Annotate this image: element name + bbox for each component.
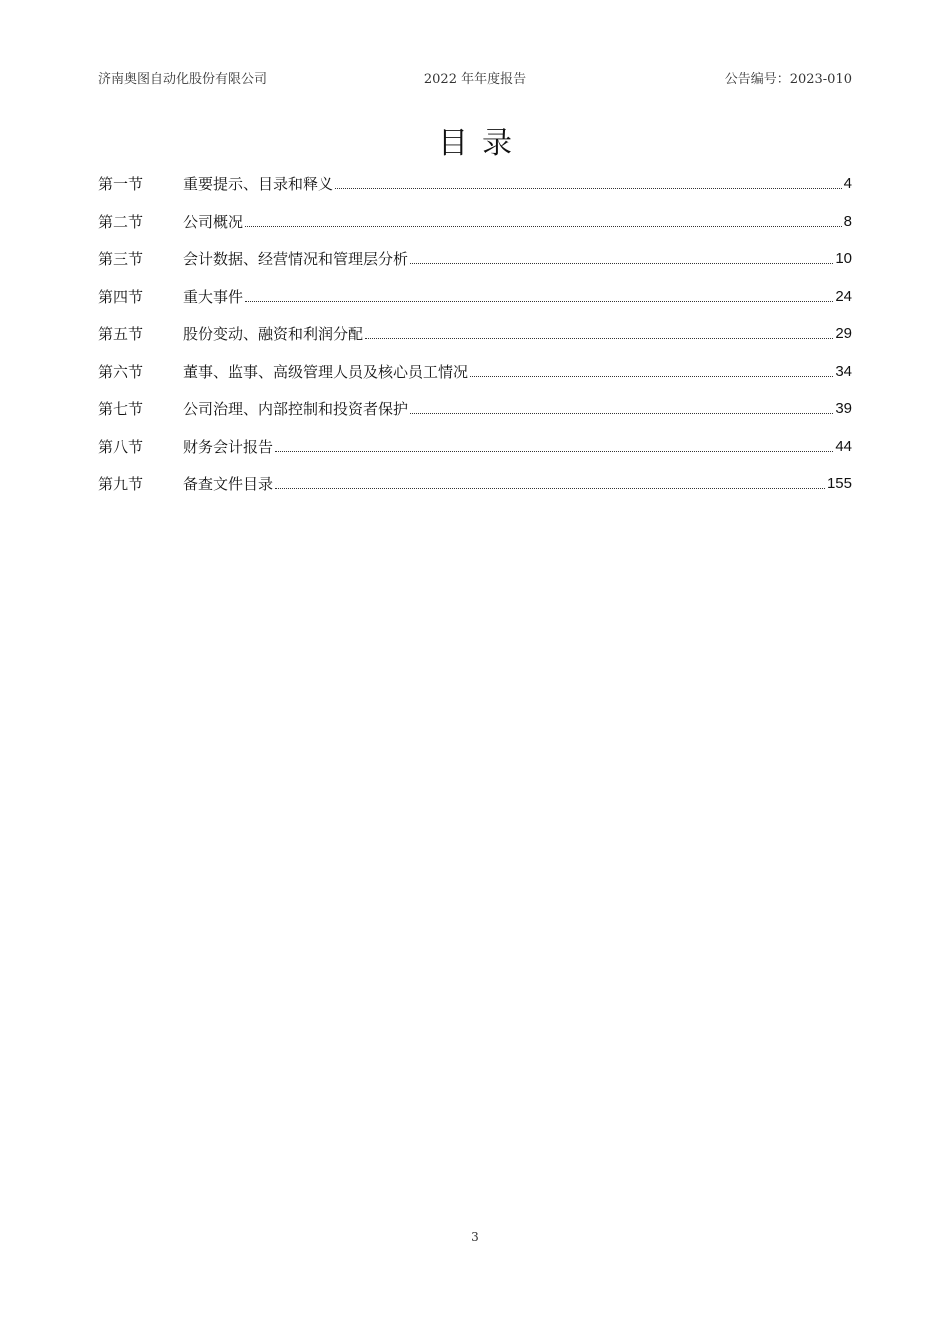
toc-page-number: 4: [843, 175, 852, 192]
toc-entry[interactable]: [98, 323, 852, 361]
toc-entry[interactable]: [98, 211, 852, 249]
toc-entry[interactable]: [98, 361, 852, 399]
toc-page-number: 24: [835, 287, 852, 305]
toc-section-title: 股份变动、融资和利润分配: [183, 325, 364, 343]
toc-entry[interactable]: [98, 173, 852, 211]
toc-page-number: 34: [835, 362, 852, 380]
toc-entry[interactable]: [98, 398, 852, 436]
toc-page-number: 155: [826, 475, 852, 492]
table-of-contents: [98, 173, 852, 511]
report-title: 2022 年年度报告: [423, 72, 527, 87]
toc-page-number: 29: [835, 325, 852, 342]
toc-entry[interactable]: [98, 473, 852, 511]
dot-leader: [245, 286, 833, 302]
dot-leader: [470, 361, 833, 377]
toc-section-title: 重要提示、目录和释义: [183, 175, 334, 193]
dot-leader: [410, 398, 833, 414]
company-name: 济南奥图自动化股份有限公司: [98, 72, 268, 87]
dot-leader: [365, 323, 833, 339]
toc-section-title: 公司概况: [183, 212, 244, 231]
toc-entry[interactable]: [98, 436, 852, 474]
toc-section-number: 第二节: [98, 212, 144, 231]
announcement-number: 公告编号：2023-010: [724, 72, 852, 87]
toc-section-title: 会计数据、经营情况和管理层分析: [183, 250, 409, 268]
toc-entry[interactable]: [98, 286, 852, 324]
toc-page-number: 44: [835, 437, 852, 455]
page-title: 目录: [438, 126, 526, 161]
toc-section-title: 备查文件目录: [183, 475, 274, 493]
toc-section-number: 第六节: [98, 362, 144, 381]
toc-section-number: 第一节: [98, 175, 144, 193]
toc-page-number: 8: [843, 212, 852, 230]
toc-section-title: 董事、监事、高级管理人员及核心员工情况: [183, 362, 469, 381]
dot-leader: [245, 211, 842, 227]
toc-page-number: 39: [835, 400, 852, 417]
toc-page-number: 10: [835, 250, 852, 267]
toc-section-number: 第八节: [98, 437, 144, 456]
toc-section-title: 重大事件: [183, 287, 244, 306]
toc-entry[interactable]: [98, 248, 852, 286]
page-number: 3: [471, 1230, 479, 1244]
dot-leader: [275, 436, 833, 452]
toc-section-title: 财务会计报告: [183, 437, 274, 456]
page-header: [98, 68, 852, 88]
toc-section-number: 第九节: [98, 475, 144, 493]
dot-leader: [335, 173, 842, 189]
toc-section-number: 第四节: [98, 287, 144, 306]
toc-section-number: 第七节: [98, 400, 144, 418]
toc-section-number: 第五节: [98, 325, 144, 343]
dot-leader: [275, 473, 825, 489]
toc-section-title: 公司治理、内部控制和投资者保护: [183, 400, 409, 418]
toc-section-number: 第三节: [98, 250, 144, 268]
dot-leader: [410, 248, 833, 264]
